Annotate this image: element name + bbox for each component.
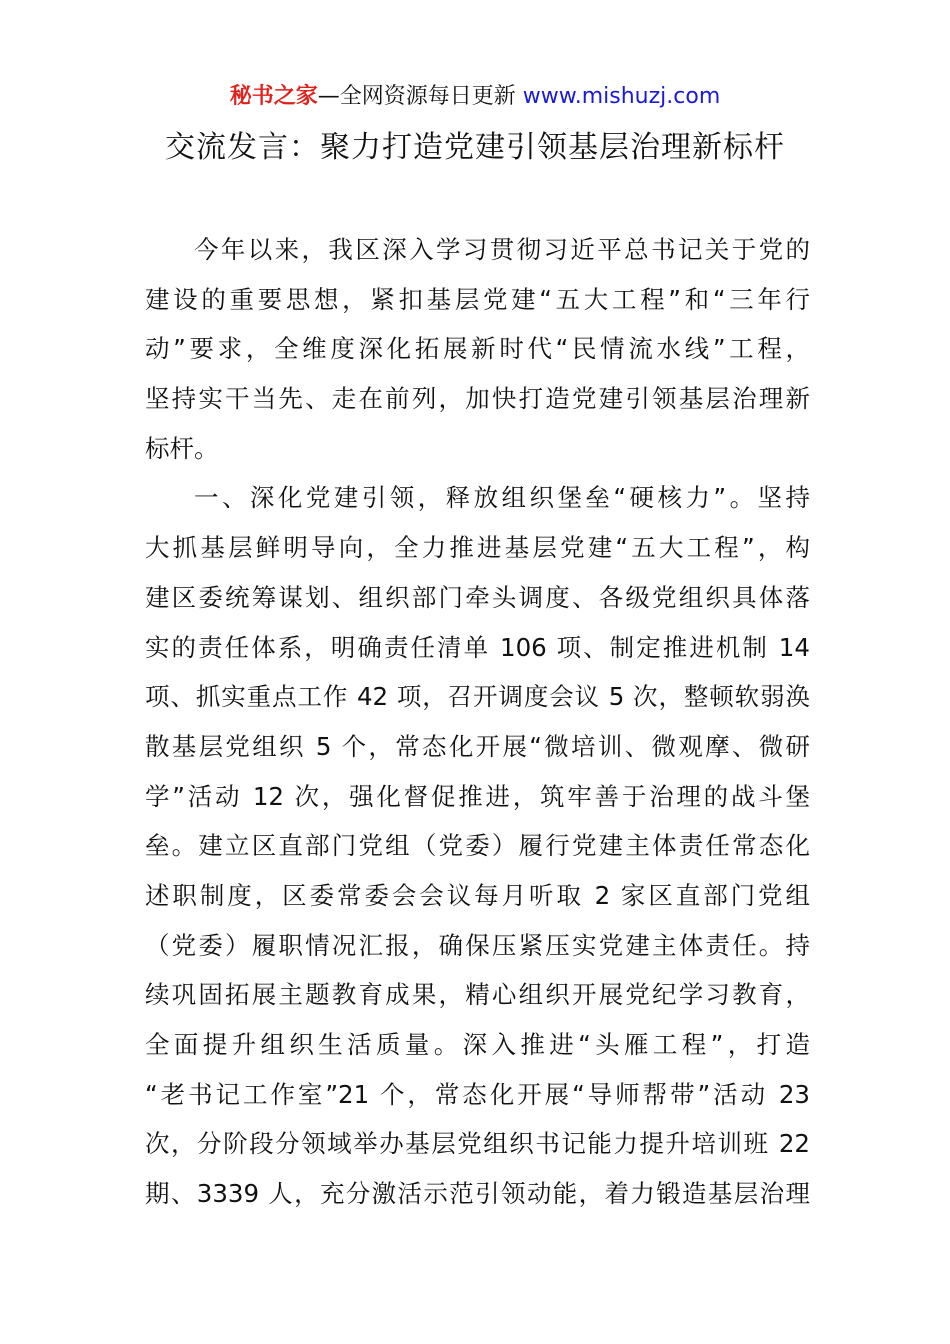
text-line: 今年以来，我区深入学习贯彻习近平总书记关于党的 — [194, 235, 810, 264]
site-header — [0, 82, 950, 112]
text-line: 建设的重要思想，紧扣基层党建“五大工程”和“三年行 — [145, 284, 810, 314]
text-line: 学”活动 12 次，强化督促推进，筑牢善于治理的战斗堡 — [145, 781, 810, 811]
text-line: 动”要求，全维度深化拓展新时代“民情流水线”工程， — [145, 334, 810, 364]
text-line: 项、抓实重点工作 42 项，召开调度会议 5 次，整顿软弱涣 — [145, 682, 810, 712]
site-url-link[interactable]: www.mishuzj.com — [522, 84, 721, 109]
text-line: 全面提升组织生活质量。深入推进“头雁工程”，打造 — [145, 1030, 810, 1059]
text-line: 续巩固拓展主题教育成果，精心组织开展党纪学习教育， — [145, 980, 810, 1010]
site-tagline: —全网资源每日更新 — [317, 84, 523, 109]
text-line: 次，分阶段分领域举办基层党组织书记能力提升培训班 22 — [145, 1129, 810, 1159]
text-line: “老书记工作室”21 个，常态化开展“导师帮带”活动 23 — [145, 1079, 810, 1109]
article-body — [145, 225, 810, 1219]
text-line: 建区委统筹谋划、组织部门牵头调度、各级党组织具体落 — [145, 582, 810, 612]
text-line: 期、3339 人，充分激活示范引领动能，着力锻造基层治理 — [145, 1179, 810, 1209]
paragraph-intro — [145, 225, 810, 473]
text-line: 标杆。 — [145, 433, 219, 463]
text-line: 坚持实干当先、走在前列，加快打造党建引领基层治理新 — [145, 384, 810, 414]
text-line: 大抓基层鲜明导向，全力推进基层党建“五大工程”，构 — [145, 533, 810, 563]
site-brand: 秘书之家 — [229, 84, 318, 109]
text-line: 散基层党组织 5 个，常态化开展“微培训、微观摩、微研 — [145, 731, 810, 761]
text-line: （党委）履职情况汇报，确保压紧压实党建主体责任。持 — [145, 930, 810, 960]
page-title: 交流发言：聚力打造党建引领基层治理新标杆 — [165, 130, 785, 165]
text-line: 述职制度，区委常委会会议每月听取 2 家区直部门党组 — [145, 880, 810, 910]
text-line: 实的责任体系，明确责任清单 106 项、制定推进机制 14 — [145, 632, 810, 662]
text-line: 一、深化党建引领，释放组织堡垒“硬核力”。坚持 — [194, 483, 810, 513]
paragraph-section-one — [145, 473, 810, 1218]
text-line: 垒。建立区直部门党组（党委）履行党建主体责任常态化 — [145, 831, 810, 861]
